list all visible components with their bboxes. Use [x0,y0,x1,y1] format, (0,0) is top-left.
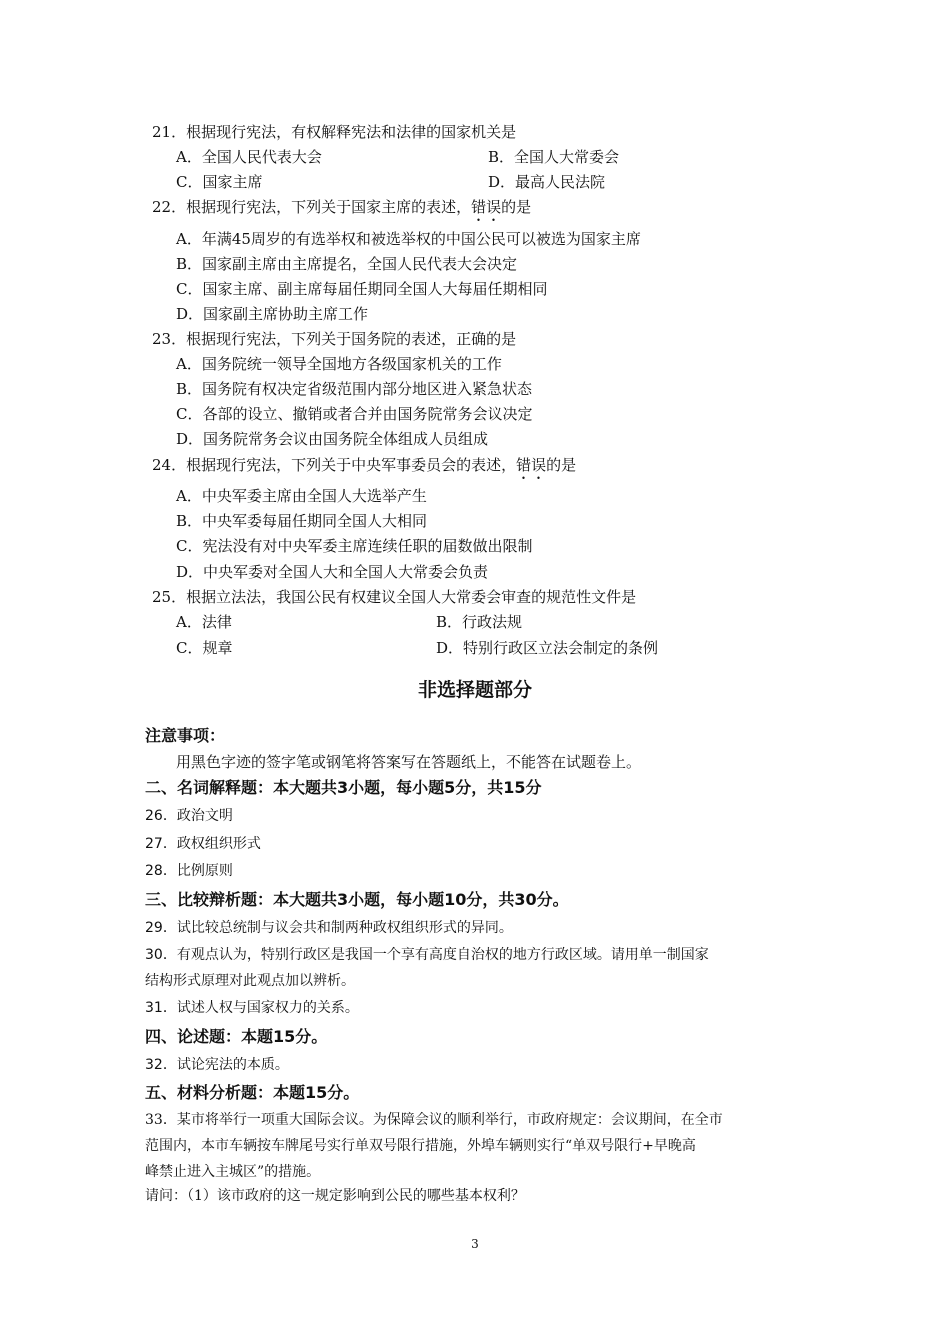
q21-option-a: A．全国人民代表大会 [176,148,322,166]
part2-title: 二、名词解释题：本大题共3小题，每小题5分，共15分 [145,778,542,797]
section-title: 非选择题部分 [417,679,532,701]
q24-option-b: B．中央军委每届任期同全国人大相同 [176,512,428,530]
q22-option-a: A．年满45周岁的有选举权和被选举权的中国公民可以被选为国家主席 [176,230,641,248]
q22-option-d: D．国家副主席协助主席工作 [176,305,369,323]
q31: 31．试述人权与国家权力的关系。 [145,1000,359,1016]
part4-title: 四、论述题：本题15分。 [145,1027,328,1046]
q22-option-c: C．国家主席、副主席每届任期同全国人大每届任期相同 [176,280,548,298]
q23-option-b: B．国务院有权决定省级范围内部分地区进入紧急状态 [176,380,533,398]
emphasis-mark: 错误 [471,198,502,216]
q24-option-c: C．宪法没有对中央军委主席连续任职的届数做出限制 [176,537,533,555]
q24-option-d: D．中央军委对全国人大和全国人大常委会负责 [176,563,489,581]
emphasis-mark: 错误 [516,456,547,474]
q21-option-d: D．最高人民法院 [488,173,606,191]
q33-question: 请问：（1）该市政府的这一规定影响到公民的哪些基本权利？ [145,1188,525,1204]
notice-text: 用黑色字迹的签字笔或钢笔将答案写在答题纸上，不能答在试题卷上。 [176,753,642,771]
q33-line1: 33．某市将举行一项重大国际会议。为保障会议的顺利举行，市政府规定：会议期间，在全市 [145,1112,723,1128]
q23-option-c: C．各部的设立、撤销或者合并由国务院常务会议决定 [176,405,533,423]
q23-option-a: A．国务院统一领导全国地方各级国家机关的工作 [176,355,502,373]
q33-line2: 范围内，本市车辆按车牌尾号实行单双号限行措施，外埠车辆则实行“单双号限行+早晚高 [145,1138,696,1154]
q22-stem: 22．根据现行宪法，下列关于国家主席的表述，错误的是 [152,198,532,216]
q30-line1: 30．有观点认为，特别行政区是我国一个享有高度自治权的地方行政区域。请用单一制国家 [145,947,709,963]
q26: 26．政治文明 [145,808,233,824]
q23-stem: 23．根据现行宪法，下列关于国务院的表述，正确的是 [152,330,517,348]
q27: 27．政权组织形式 [145,836,261,852]
q33-line3: 峰禁止进入主城区”的措施。 [145,1164,321,1180]
q30-line2: 结构形式原理对此观点加以辨析。 [145,973,355,989]
q21-option-c: C．国家主席 [176,173,263,191]
q21-stem: 21．根据现行宪法，有权解释宪法和法律的国家机关是 [152,123,517,141]
q24-option-a: A．中央军委主席由全国人大选举产生 [176,487,427,505]
part3-title: 三、比较辩析题：本大题共3小题，每小题10分，共30分。 [145,890,569,909]
q25-option-b: B．行政法规 [436,613,523,631]
q25-option-d: D．特别行政区立法会制定的条例 [436,639,659,657]
q21-option-b: B．全国人大常委会 [488,148,620,166]
part5-title: 五、材料分析题：本题15分。 [145,1083,360,1102]
page-number: 3 [471,1237,479,1251]
q25-stem: 25．根据立法法，我国公民有权建议全国人大常委会审查的规范性文件是 [152,588,637,606]
q22-option-b: B．国家副主席由主席提名，全国人民代表大会决定 [176,255,518,273]
notice-title: 注意事项： [145,726,226,745]
q23-option-d: D．国务院常务会议由国务院全体组成人员组成 [176,430,489,448]
q24-stem: 24．根据现行宪法，下列关于中央军事委员会的表述，错误的是 [152,456,577,474]
q32: 32．试论宪法的本质。 [145,1057,289,1073]
q29: 29．试比较总统制与议会共和制两种政权组织形式的异同。 [145,920,513,936]
q28: 28．比例原则 [145,863,233,879]
q25-option-c: C．规章 [176,639,233,657]
q25-option-a: A．法律 [176,613,232,631]
